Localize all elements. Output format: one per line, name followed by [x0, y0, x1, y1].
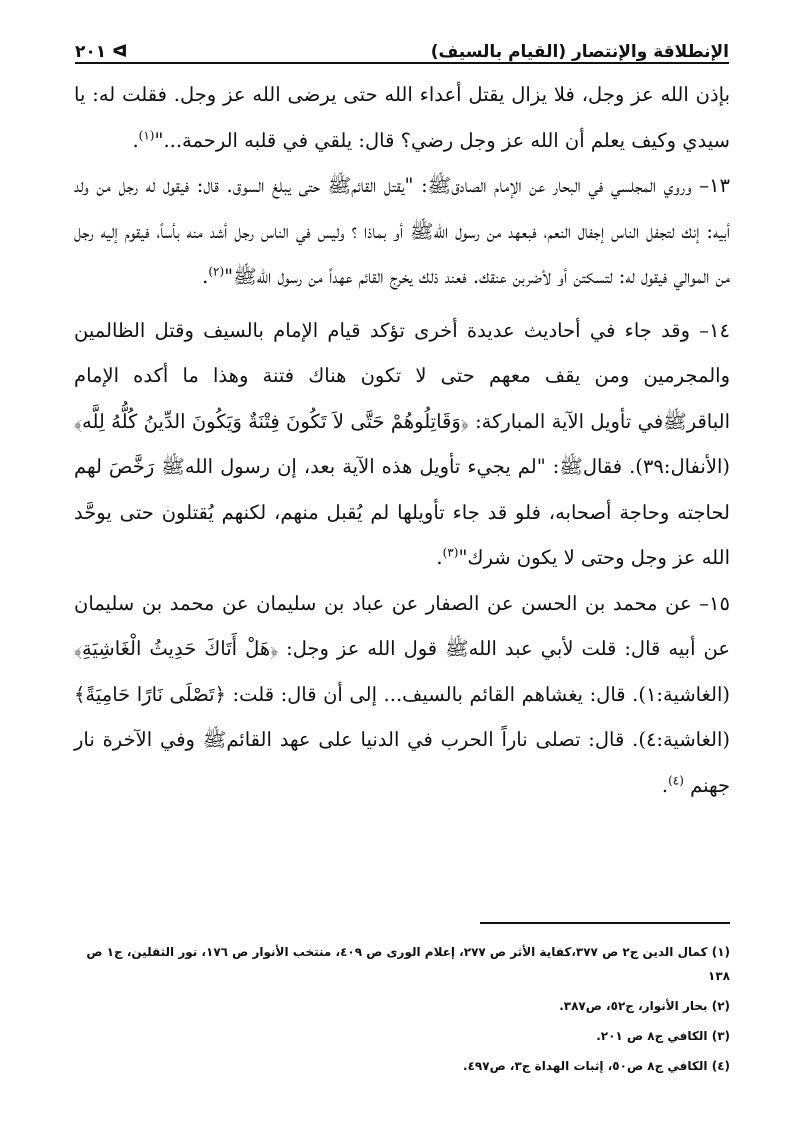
header-title: الإنطلاقة والإنتصار (القيام بالسيف) [430, 42, 729, 62]
footnote-2: (٢) بحار الأنوار، ج٥٢، ص٣٨٧. [559, 999, 730, 1013]
arrow-icon: ᐊ [112, 42, 128, 62]
footnote-ref[interactable]: (٢) [208, 264, 225, 279]
footnote-ref[interactable]: (٣) [442, 545, 459, 560]
header-page-marker [75, 42, 127, 62]
header-divider [75, 62, 729, 64]
paragraph-1: بإذن الله عز وجل، فلا يزال يقتل أعداء الله حتى يرضى الله عز وجل. فقلت له: يا سيدي وكيف يعلم أن الله عز وجل رضي؟ قال: يلقي في قلبه الرحمة..."$^{(١)}$. [74, 83, 730, 152]
footnote-ref[interactable]: (١) [138, 128, 155, 142]
footnote-3: (٣) الكافي ج٨ ص ٢٠١. [596, 1029, 730, 1043]
footnote-ref[interactable]: (٤) [668, 773, 684, 787]
footnote-4: (٤) الكافي ج٨ ص٥٠، إثبات الهداة ج٣، ص٤٩٧. [463, 1059, 730, 1073]
paragraph-15: ١٥– عن محمد بن الحسن عن الصفار عن عباد بن سليمان عن محمد بن سليمان عن أبيه قال: قلت لأبي عبد الله‌ﷺ قول الله عز وجل: ﴿هَلْ أَتَاكَ حَدِيثُ الْغَاشِيَةِ﴾(الغاشية:١). قال: يغشاهم القائم بالسيف... إلى أن قال: قلت: ﴿تَصْلَى نَارًا حَامِيَةً﴾(الغاشية:٤). قال: تصلى ناراً الحرب في الدنيا على عهد القائم‌ﷺ وفي الآخرة نار جهنم $^{(٤)}$. [74, 591, 730, 797]
page-number: ٢٠١ [75, 42, 107, 62]
footnote-1: (١) كمال الدين ج٢ ص ٣٧٧،كفاية الأثر ص ٢٧٧، إعلام الورى ص ٤٠٩، منتخب الأنوار ص ١٧٦، نور الثقلين، ج١ ص ١٣٨ [86, 945, 730, 983]
body-text [74, 72, 730, 808]
footnotes [74, 940, 730, 1084]
running-header [75, 22, 729, 62]
paragraph-14: ١٤– وقد جاء في أحاديث عديدة أخرى تؤكد قيام الإمام بالسيف وقتل الظالمين والمجرمين ومن يقف معهم حتى لا تكون هناك فتنة وهذا ما أكده الإمام الباقر‌ﷺفي تأويل الآية المباركة: ﴿وَقَاتِلُوهُمْ حَتَّى لاَ تَكُونَ فِتْنَةٌ وَيَكُونَ الدِّينُ كُلُّهُ لِلَّه﴾(الأنفال:٣٩). فقال‌ﷺ: "لم يجيء تأويل هذه الآية بعد، إن رسول الله‌ﷺ رَخَّصَ لهم لحاجته وحاجة أصحابه، فلو قد جاء تأويلها لم يُقبل منهم، لكنهم يُقتلون حتى يوحَّد الله عز وجل وحتى لا يكون شرك"$^{(٣)}$. [74, 318, 730, 569]
footnote-divider [480, 922, 730, 924]
paragraph-13: ١٣– وروي المجلسي في البحار عن الإمام الصادق‌ﷺ: "يقتل القائم‌ﷺ حتى يبلغ السوق. قال: فيقول له رجل من ولد أبيه: إنك لتجفل الناس إجفال النعم، فبعهد من رسول الله‌ﷺ أو بماذا ؟ وليس في الناس رجل أشد منه بأساً، فيقوم إليه رجل من الموالي فيقول له: لتسكتن أو لأضربن عنقك. فعند ذلك يخرج القائم عهداً من رسول الله‌ﷺ"$^{(٢)}$. [74, 174, 730, 288]
